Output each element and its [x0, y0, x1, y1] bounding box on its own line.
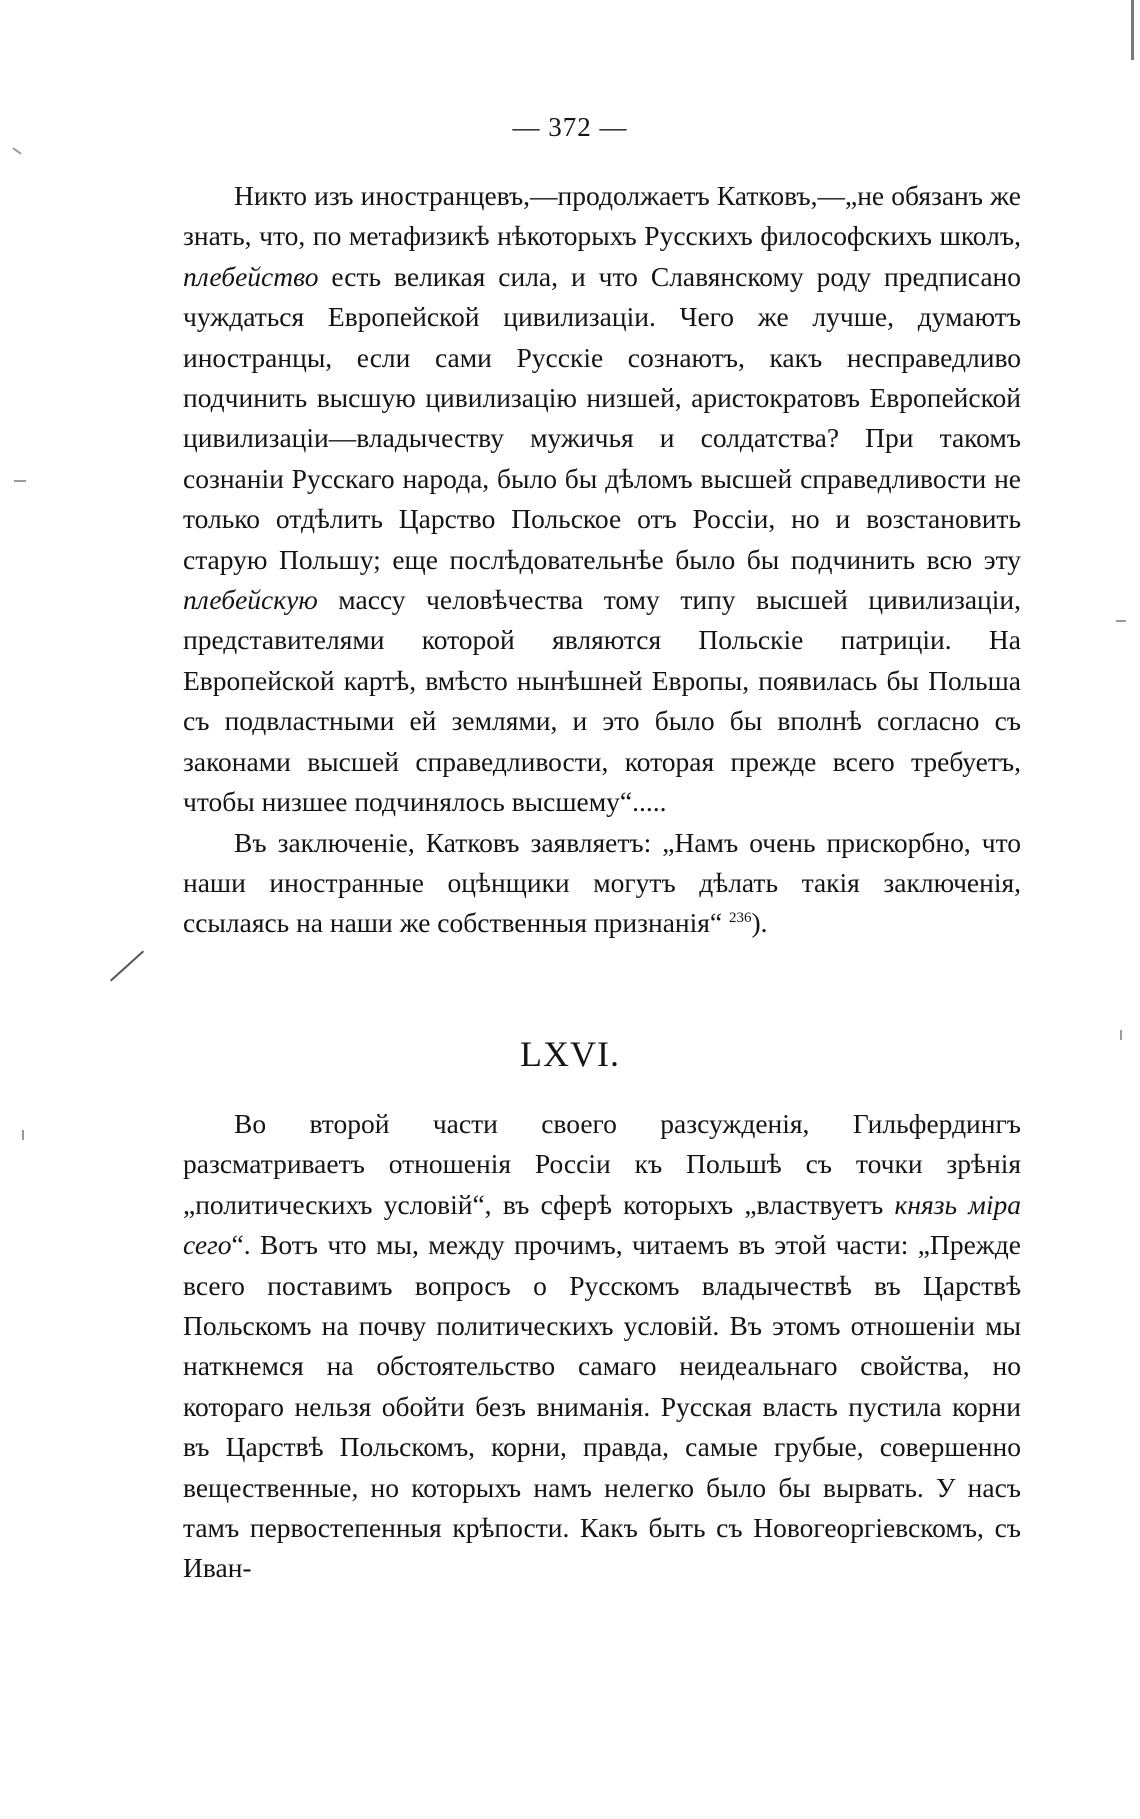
scan-speck — [110, 951, 144, 982]
italic-term: плебейскую — [183, 584, 318, 616]
text-run: “. Вотъ что мы, между прочимъ, читаемъ въ этой части: „Прежде всего поставимъ вопросъ о Русскомъ владычествѣ въ Царствѣ Польскомъ на почву политическихъ условій. Въ этомъ отношеніи мы наткнемся на обстоятельство самаго неидеальнаго свойства, но котораго нельзя обойти безъ вниманія. Русская власть пустила корни въ Царствѣ Польскомъ, корни, правда, самые грубые, совершенно вещественные, но которыхъ намъ нелегко было бы вырвать. У насъ тамъ первостепенныя крѣпости. Какъ быть съ Новогеоргіевскомъ, съ Иван- — [183, 1229, 1021, 1584]
text-run: есть великая сила, и что Славянскому роду предписано чуждаться Европейской цивилизаціи. Чего же лучше, думаютъ иностранцы, если сами Русскіе сознаютъ, какъ несправедливо подчинить высшую цивилизацію низшей, аристократовъ Европейской цивилизаціи—владычеству мужичья и солдатства? При такомъ сознаніи Русскаго народа, было бы дѣломъ высшей справедливости не только отдѣлить Царство Польское отъ Россіи, но и возстановить старую Польшу; еще послѣдовательнѣе было бы подчинить всю эту — [183, 260, 1021, 575]
scan-speck — [14, 480, 26, 482]
text-run: Во второй части своего разсужденія, Гильфердингъ разсматриваетъ отношенія Россіи къ Польшѣ съ точки зрѣнія „политическихъ условій“, въ сферѣ которыхъ „властвуетъ — [183, 1108, 1021, 1220]
scan-speck — [12, 147, 21, 154]
scan-speck — [1116, 620, 1126, 622]
text-block-upper — [183, 176, 1021, 944]
body-paragraph — [183, 823, 1021, 944]
page-number: — 372 — — [512, 112, 628, 142]
text-run: Никто изъ иностранцевъ,—продолжаетъ Катковъ,—„не обязанъ же знать, что, по метафизикѣ нѣкоторыхъ Русскихъ философскихъ школъ, — [183, 180, 1021, 252]
body-paragraph — [183, 176, 1021, 823]
text-block-lower — [183, 1104, 1021, 1589]
section-heading: LXVI. — [520, 1034, 620, 1074]
body-paragraph — [183, 1104, 1021, 1589]
italic-term: князь міра сего — [183, 1188, 1021, 1261]
scan-speck — [22, 1130, 24, 1140]
text-run: массу человѣчества тому типу высшей цивилизаціи, представителями которой являются Польскіе патриціи. На Европейской картѣ, вмѣсто нынѣшней Европы, появилась бы Польша съ подвластными ей землями, и это было бы вполнѣ согласно съ законами высшей справедливости, которая прежде всего требуетъ, чтобы низшее подчинялось высшему“..... — [183, 584, 1021, 818]
scan-edge-mark — [1131, 0, 1134, 60]
italic-term: плебейство — [183, 260, 319, 292]
text-run: ). — [751, 907, 768, 939]
text-run: Въ заключеніе, Катковъ заявляетъ: „Намъ очень прискорбно, что наши иностранные оцѣнщики могутъ дѣлать такія заключенія, ссылаясь на наши же собственныя признанія“ — [183, 826, 1021, 939]
footnote-ref: 236 — [729, 910, 752, 927]
